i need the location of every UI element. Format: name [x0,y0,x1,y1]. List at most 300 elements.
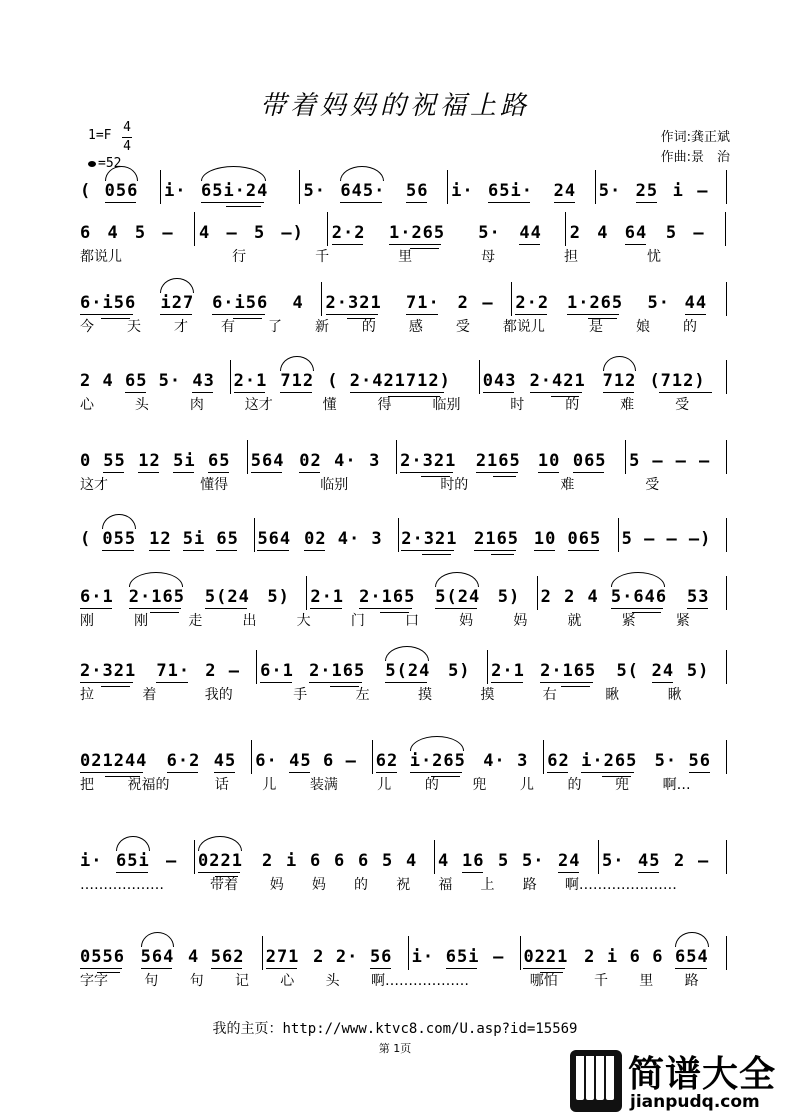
beam-underline [462,872,483,873]
slur [340,166,384,181]
lyric-word: 新 [314,319,329,335]
lyric-word: 刚 [134,613,149,629]
note-group: 562 [210,947,245,967]
barline [160,170,161,204]
barline [479,360,480,394]
note-group: 02 [299,451,322,471]
note-group: – [693,223,705,243]
lyric-word: 这才 [80,477,108,493]
lyric-word: 祝福的 [127,777,170,793]
slur [129,572,184,587]
lyric-line [80,684,742,706]
beam-underline [80,682,133,683]
beam-underline [491,682,523,683]
lyric-word: 妈 [311,877,326,893]
note-group: 53 [687,587,710,607]
barline [726,576,727,610]
note-group: 62 [375,751,399,771]
lyric-word: 是 [589,319,604,335]
barline [306,576,307,610]
note-group: 5· [602,851,625,871]
beam-underline [304,550,325,551]
barline [537,576,538,610]
note-group: 6 [80,223,92,243]
note-group: 564 [140,947,175,967]
lyric-word: 门 [350,613,365,629]
beam-underline [474,550,516,551]
note-group: 564 [250,451,285,471]
homepage-link[interactable]: 我的主页：http://www.ktvc8.com/U.asp?id=15569 [212,1021,578,1037]
note-group: 6 [629,947,641,967]
lyric-word: 拉 [80,687,94,703]
note-group: 65i· [488,181,533,201]
lyric-word: 紧 [675,613,690,629]
beam-underline [675,968,707,969]
site-logo [566,1046,790,1119]
note-group: 6 [358,851,370,871]
barline [299,170,300,204]
beam-underline [205,608,247,609]
beam-underline [299,472,320,473]
note-group: – [666,529,678,549]
note-group: 2 [540,587,552,607]
lyric-word: 得 [377,397,392,413]
slur [160,278,194,293]
beam-underline [625,244,646,245]
note-group: – [226,223,238,243]
barline [247,440,248,474]
note-group: 2·321 [401,529,458,549]
lyric-word: 了 [267,319,282,335]
note-group: 5) [497,587,521,607]
beam-underline [80,314,133,315]
note-group: 25 [635,181,659,201]
note-group: 6·1 [80,587,114,607]
beam-underline [488,202,530,203]
lyric-word: 妈 [459,613,474,629]
note-group: 2·165 [359,587,416,607]
lyric-word: 啊… [662,777,691,793]
lyric-word: 瞅 [667,687,682,703]
lyric-word: 啊………………… [564,877,677,893]
beam-underline [476,472,518,473]
note-group: ( [327,371,339,391]
note-group: 6·2 [166,751,201,771]
note-group: – [345,751,357,771]
beam-underline [198,872,240,873]
beam-underline [141,968,173,969]
lyric-line [80,874,742,896]
note-group: 4· [334,451,357,471]
barline [511,282,512,316]
beam-underline [491,554,514,555]
beam-underline [149,550,170,551]
beam-underline [326,314,379,315]
note-group: 10 [533,529,557,549]
note-group: 055 [102,529,137,549]
note-group: 2 [80,371,92,391]
note-group: 2·1 [233,371,268,391]
lyric-word: 装满 [309,777,338,793]
note-group: ( [80,181,92,201]
barline [321,282,322,316]
lyric-line [80,970,742,992]
note-group: i· [451,181,474,201]
note-group: 6·i56 [212,293,269,313]
note-group: 4 [292,293,304,313]
barline [194,212,195,246]
note-group: 2 [457,293,469,313]
lyric-line [80,316,742,338]
note-group: 2·321 [325,293,382,313]
slur [201,166,266,181]
beam-underline [80,968,122,969]
note-group: 0221 [198,851,243,871]
lyric-word: 兜 [472,777,487,793]
note-group: 4 [102,371,114,391]
note-group: 4· [483,751,506,771]
barline [726,936,727,970]
beam-underline [183,550,204,551]
barline [595,170,596,204]
barline [565,212,566,246]
note-group: 2165 [475,451,521,471]
lyricist: 作词:龚正斌 [660,130,730,145]
lyric-word: 才 [173,319,188,335]
lyric-word: 都说儿 [502,319,545,335]
note-group: – [166,851,178,871]
note-group: 2 [584,947,596,967]
lyric-word: 的 [424,777,439,793]
beam-underline [216,550,237,551]
lyric-word: 哪怕 [529,973,558,989]
lyric-word: 兜 [615,777,630,793]
lyric-word: 把 [80,777,94,793]
beam-underline [573,472,605,473]
lyric-word: 难 [620,397,635,413]
beam-underline [257,550,289,551]
lyric-word: 受 [675,397,690,413]
beam-underline [687,608,708,609]
logo-url: jianpudq.com [630,1092,760,1112]
note-group: 2165 [474,529,520,549]
notation-line [80,584,742,610]
barline [396,440,397,474]
note-group: 2 [569,223,582,243]
note-group: i [672,181,684,201]
note-group: i·265 [581,751,638,771]
lyric-word: 刚 [80,613,94,629]
note-group: 2 [564,587,576,607]
beam-underline [80,608,112,609]
note-group: 64 [624,223,648,243]
logo-text: 简谱大全 [628,1054,777,1095]
note-group: i [286,851,298,871]
barline [372,740,373,774]
note-group: 5 [498,851,510,871]
note-group: 5i [182,529,206,549]
note-group: 45 [289,751,312,771]
lyric-word: 句 [189,973,204,989]
beam-underline [370,968,391,969]
note-group: 43 [192,371,215,391]
lyric-word: 头 [134,397,149,413]
lyric-line [80,610,742,632]
beam-underline [251,472,283,473]
lyric-line [80,394,742,416]
lyric-word: 紧 [621,613,636,629]
note-group: i· [411,947,435,967]
note-group: 645· [340,181,386,201]
barline [725,212,726,246]
note-group: –) [281,223,304,243]
barline [256,650,257,684]
lyric-word: 福 [438,877,453,893]
barline [194,840,195,874]
barline [327,212,328,246]
beam-underline [410,772,463,773]
lyric-word: 啊……………… [370,973,469,989]
beam-underline [530,392,583,393]
note-group: 65i·24 [200,181,269,201]
lyric-word: ……………… [80,877,164,893]
slur [116,836,150,851]
note-group: 2·165 [540,661,597,681]
beam-underline [540,682,593,683]
note-group: 2 [205,661,217,681]
note-group: 654 [675,947,709,967]
lyric-word: 懂得 [200,477,229,493]
lyric-word: 千 [593,973,608,989]
note-group: 4 [438,851,450,871]
note-group: 2 [674,851,686,871]
slur [102,514,136,529]
beam-underline [116,872,148,873]
note-group: 5) [686,661,710,681]
beam-underline [523,968,565,969]
barline [726,740,727,774]
note-group: 6·1 [260,661,294,681]
lyric-word: 走 [188,613,203,629]
beam-underline [332,244,364,245]
barline [726,840,727,874]
lyric-word: 大 [296,613,311,629]
note-group: 712 [602,371,637,391]
lyric-word: 难 [560,477,575,493]
beam-underline [211,968,243,969]
note-group: 65i [116,851,150,871]
lyric-word: 天 [126,319,141,335]
note-group: ( [80,529,92,549]
note-group: 4 [406,851,418,871]
barline [230,360,231,394]
beam-underline [611,608,664,609]
notation-line [80,748,742,774]
notation-line [80,290,742,316]
score-system [80,944,742,992]
note-group: 5 [665,223,678,243]
note-group: – [698,451,711,471]
lyric-word: 路 [684,973,699,989]
beam-underline [568,550,600,551]
note-group: 5i [173,451,196,471]
slur [141,932,175,947]
beam-underline [636,202,657,203]
lyric-word: 里 [398,249,413,265]
lyric-word: 行 [232,249,247,265]
lyric-word: 懂 [322,397,337,413]
beam-underline [156,682,188,683]
lyric-word: 临别 [432,397,461,413]
note-group: 5· [647,293,670,313]
note-group: 065 [567,529,602,549]
note-group: 5 [253,223,266,243]
note-group: 62 [547,751,570,771]
beam-underline [376,772,397,773]
note-group: 71· [406,293,440,313]
note-group: 3 [517,751,529,771]
note-group: i· [80,851,103,871]
score-system [80,748,742,796]
score-system [80,368,742,416]
lyric-word: 妈 [269,877,284,893]
beam-underline [129,608,182,609]
note-group: 12 [149,529,172,549]
score-system [80,290,742,338]
tempo-value: =52 [98,156,122,171]
slur [198,836,242,851]
beam-underline [446,968,478,969]
lyric-word: 话 [214,777,229,793]
lyric-word: 就 [567,613,582,629]
note-group: 5· [303,181,326,201]
note-group: 0556 [80,947,125,967]
notation-line [80,448,742,474]
lyric-word: 儿 [262,777,277,793]
lyric-word: 记 [234,973,249,989]
lyric-word: 肉 [189,397,204,413]
note-group: – [162,223,174,243]
beam-underline [638,872,659,873]
notation-line [80,658,742,684]
notation-line [80,944,742,970]
beam-underline [102,550,134,551]
lyric-word: 心 [280,973,295,989]
barline [447,170,448,204]
lyric-line [80,246,742,268]
beam-underline [685,314,706,315]
page-number: 第 1页 [378,1042,412,1055]
note-group: 564 [257,529,292,549]
beam-underline [173,472,194,473]
note-group: 2·421 [529,371,586,391]
note-group: 56 [406,181,429,201]
note-group: 5 [382,851,394,871]
note-group: 2·321 [80,661,137,681]
barline [618,518,619,552]
note-group: 6 [652,947,664,967]
note-group: 5 [621,529,633,549]
lyric-word: 摸 [418,687,432,703]
note-group: 2·2 [331,223,366,243]
score-system [80,658,742,706]
barline [408,936,409,970]
lyric-word: 临别 [320,477,349,493]
lyric-word: 时 [510,397,525,413]
note-group: 271 [265,947,300,967]
beam-underline [105,202,137,203]
barline [434,840,435,874]
note-group: 2· [335,947,359,967]
beam-underline [389,244,442,245]
beam-underline [310,608,342,609]
note-group: 4 [597,223,609,243]
beam-underline [400,472,453,473]
beam-underline [422,554,451,555]
note-group: 5· [478,223,501,243]
time-signature [122,120,132,155]
barline [487,650,488,684]
beam-underline [309,682,362,683]
beam-underline [406,202,427,203]
note-group: 2·1 [491,661,525,681]
note-group: 6·i56 [80,293,137,313]
note-group: 02 [304,529,327,549]
note-group: 6· [255,751,278,771]
score-system [80,584,742,632]
beam-underline [547,772,568,773]
note-group: 712 [280,371,315,391]
note-group: 24 [651,661,675,681]
barline [254,518,255,552]
note-group: 24 [558,851,581,871]
beam-underline [406,314,438,315]
note-group: 2·165 [128,587,185,607]
note-group: 44 [519,223,542,243]
barline [251,740,252,774]
barline [598,840,599,874]
note-group: 5(24 [435,587,481,607]
lyric-word: 的 [565,397,580,413]
notation-line [80,526,742,552]
lyric-word: 的 [361,319,376,335]
note-group: 1·265 [388,223,446,243]
beam-underline [280,392,312,393]
slur [385,646,429,661]
note-group: 5(24 [204,587,250,607]
slur [280,356,314,371]
note-group: 5· [522,851,545,871]
piano-icon [570,1050,622,1112]
beam-underline [401,550,454,551]
note-group: 4· [337,529,361,549]
barline [520,936,521,970]
note-group: 10 [537,451,561,471]
note-group: 065 [572,451,607,471]
beam-underline [519,244,540,245]
lyric-word: 手 [293,687,308,703]
lyric-word: 里 [639,973,654,989]
note-group: 5( [616,661,639,681]
lyric-word: 时的 [440,477,469,493]
beam-underline [558,872,579,873]
barline [543,740,544,774]
note-group: –) [688,529,712,549]
beam-underline [208,472,229,473]
lyric-word: 这才 [244,397,273,413]
note-group: 0 [80,451,92,471]
note-group: – [697,181,709,201]
